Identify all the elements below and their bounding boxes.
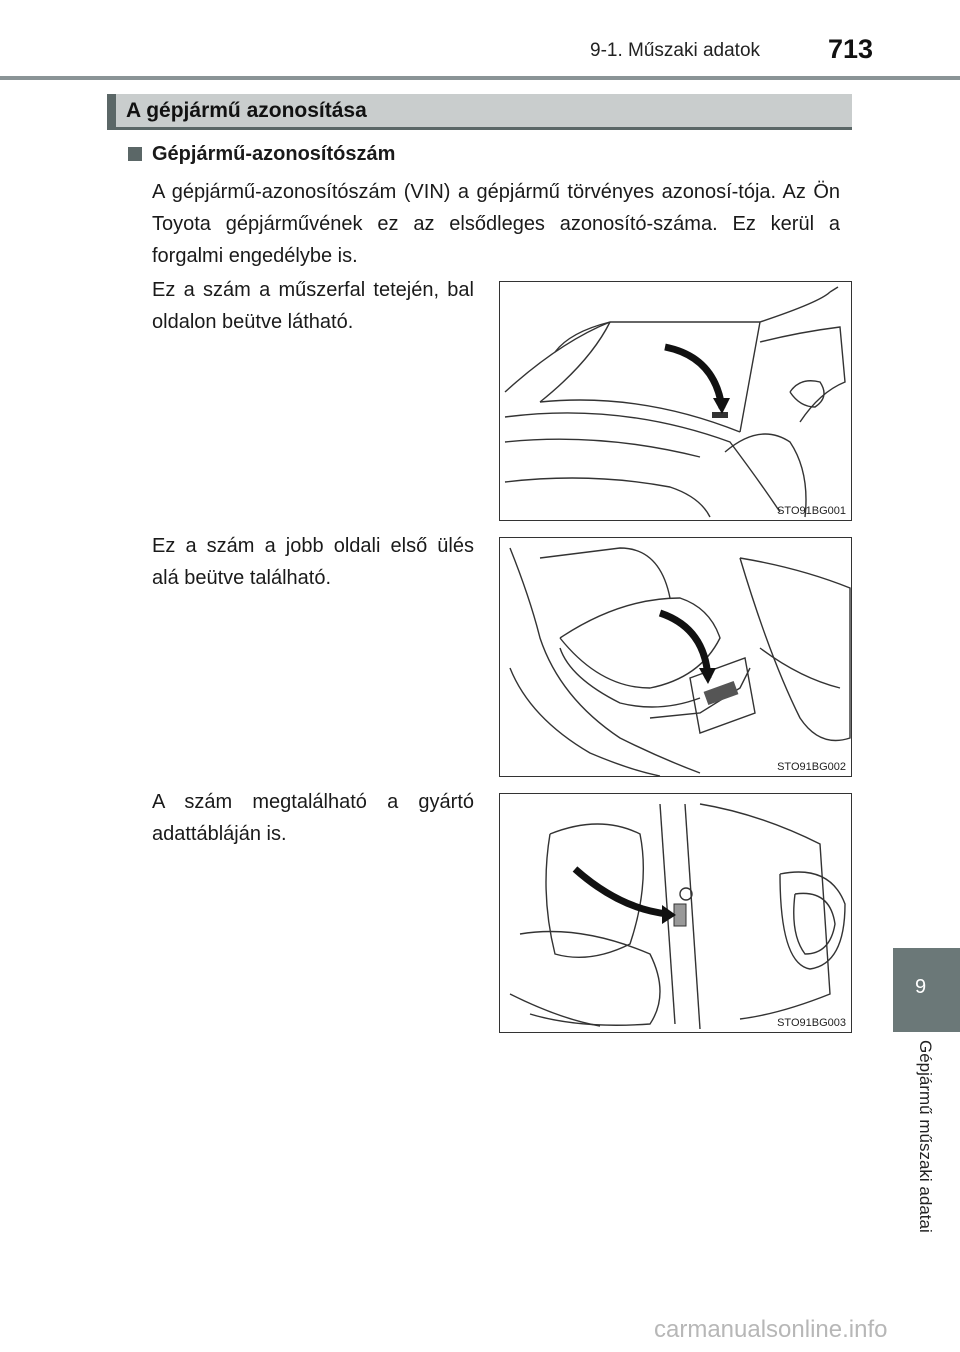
figure-plate-vin	[499, 793, 852, 1033]
figure-code: STO91BG002	[777, 761, 846, 773]
chapter-tab-number[interactable]	[893, 948, 960, 1032]
header-section-title: 9-1. Műszaki adatok	[590, 40, 761, 61]
figure-code: STO91BG001	[777, 505, 846, 517]
page-number: 713	[828, 34, 874, 64]
intro-paragraph: A gépjármű-azonosítószám (VIN) a gépjármű törvényes azonosí-tója. Az Ön Toyota gépjárművének ez az elsődleges azonosító-száma. Ez kerül a forgalmi engedélybe is.	[152, 181, 840, 267]
front-seat-illustration	[500, 538, 852, 777]
figure-dashboard-vin	[499, 281, 852, 521]
subsection-title-text: Gépjármű-azonosítószám	[152, 143, 396, 165]
watermark: carmanualsonline.info	[654, 1316, 888, 1343]
section-title: A gépjármű azonosítása	[126, 99, 367, 122]
chapter-tab-label: Gépjármű műszaki adatai	[916, 1040, 935, 1233]
item-text-2: Ez a szám a jobb oldali első ülés alá beütve található.	[152, 535, 474, 589]
square-bullet-icon	[128, 147, 142, 161]
item-text-1: Ez a szám a műszerfal tetején, bal oldalon beütve látható.	[152, 279, 474, 333]
chapter-number: 9	[915, 976, 927, 998]
figure-seat-vin	[499, 537, 852, 777]
door-pillar-illustration	[500, 794, 852, 1033]
header-divider	[0, 76, 960, 80]
section-title-bar	[107, 94, 852, 130]
item-text-3: A szám megtalálható a gyártó adattábláján is.	[152, 791, 474, 845]
figure-code: STO91BG003	[777, 1017, 846, 1029]
car-dashboard-illustration	[500, 282, 852, 521]
subsection-title	[128, 143, 395, 166]
